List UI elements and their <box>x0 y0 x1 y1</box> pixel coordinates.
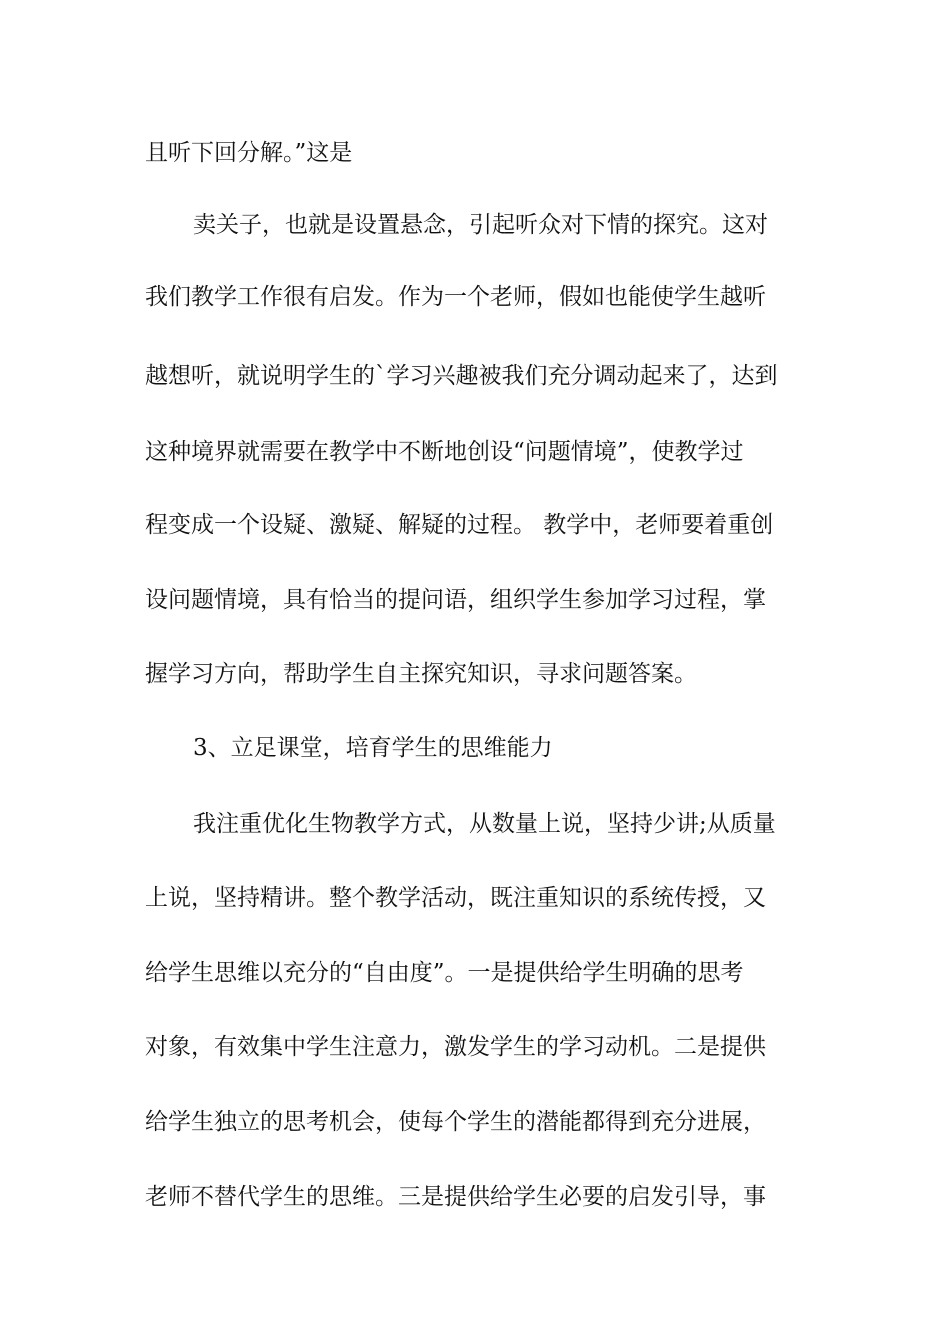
text-line: 设问题情境，具有恰当的提问语，组织学生参加学习过程，掌 <box>145 587 766 613</box>
text-line: 对象，有效集中学生注意力，激发学生的学习动机。二是提供 <box>145 1034 766 1060</box>
text-line: 越想听，就说明学生的`学习兴趣被我们充分调动起来了，达到 <box>145 363 778 389</box>
text-line: 握学习方向，帮助学生自主探究知识，寻求问题答案。 <box>145 661 697 687</box>
text-line: 老师不替代学生的思维。三是提供给学生必要的启发引导，事 <box>145 1184 766 1210</box>
text-line: 程变成一个设疑、激疑、解疑的过程。 教学中，老师要着重创 <box>145 512 774 538</box>
text-line: 这种境界就需要在教学中不断地创设“问题情境”，使教学过 <box>145 439 744 465</box>
text-line: 且听下回分解。”这是 <box>145 140 353 166</box>
paragraph-start-line: 卖关子，也就是设置悬念，引起听众对下情的探究。这对 <box>193 212 768 238</box>
text-line: 给学生独立的思考机会，使每个学生的潜能都得到充分进展， <box>145 1109 766 1135</box>
section-heading: 3、立足课堂，培育学生的思维能力 <box>193 735 553 761</box>
text-line: 上说，坚持精讲。整个教学活动，既注重知识的系统传授，又 <box>145 885 766 911</box>
text-line: 给学生思维以充分的“自由度”。一是提供给学生明确的思考 <box>145 960 744 986</box>
text-line: 我们教学工作很有启发。作为一个老师，假如也能使学生越听 <box>145 284 766 310</box>
paragraph-start-line: 我注重优化生物教学方式，从数量上说，坚持少讲;从质量 <box>193 811 776 837</box>
